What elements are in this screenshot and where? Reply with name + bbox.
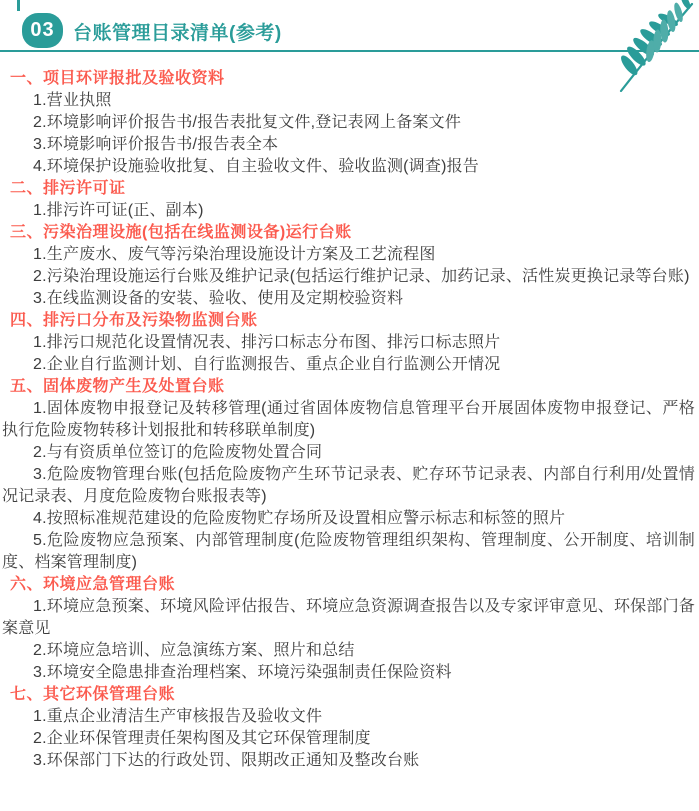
- section-4: [2, 310, 695, 376]
- list-item: 3.在线监测设备的安装、验收、使用及定期校验资料: [33, 290, 404, 307]
- list-item: 2.环境应急培训、应急演练方案、照片和总结: [33, 642, 355, 659]
- section-number-badge: 03: [22, 13, 63, 48]
- list-item: 1.环境应急预案、环境风险评估报告、环境应急资源调查报告以及专家评审意见、环保部门备案意见: [2, 598, 695, 637]
- list-item: 4.按照标准规范建设的危险废物贮存场所及设置相应警示标志和标签的照片: [33, 510, 566, 527]
- leaf-branch-icon: [609, 0, 697, 92]
- list-item: 5.危险废物应急预案、内部管理制度(危险废物管理组织架构、管理制度、公开制度、培训制度、档案管理制度): [2, 532, 695, 571]
- section-heading: 七、其它环保管理台账: [10, 686, 176, 703]
- list-item: 3.环境安全隐患排查治理档案、环境污染强制责任保险资料: [33, 664, 452, 681]
- page-header: [0, 0, 699, 52]
- list-item: 2.环境影响评价报告书/报告表批复文件,登记表网上备案文件: [33, 114, 462, 131]
- checklist: [0, 68, 699, 772]
- list-item: 2.企业环保管理责任架构图及其它环保管理制度: [33, 730, 371, 747]
- section-7: [2, 684, 695, 772]
- list-item: 1.排污口规范化设置情况表、排污口标志分布图、排污口标志照片: [33, 334, 501, 351]
- list-item: 1.重点企业清洁生产审核报告及验收文件: [33, 708, 323, 725]
- section-3: [2, 222, 695, 310]
- list-item: 3.危险废物管理台账(包括危险废物产生环节记录表、贮存环节记录表、内部自行利用/处置情况记录表、月度危险废物台账报表等): [2, 466, 695, 505]
- section-heading: 四、排污口分布及污染物监测台账: [10, 312, 258, 329]
- section-1: [2, 68, 695, 178]
- section-5: [2, 376, 695, 574]
- section-2: [2, 178, 695, 222]
- list-item: 4.环境保护设施验收批复、自主验收文件、验收监测(调查)报告: [33, 158, 480, 175]
- section-heading: 二、排污许可证: [10, 180, 126, 197]
- list-item: 2.企业自行监测计划、自行监测报告、重点企业自行监测公开情况: [33, 356, 501, 373]
- section-heading: 三、污染治理设施(包括在线监测设备)运行台账: [10, 224, 352, 241]
- list-item: 2.与有资质单位签订的危险废物处置合同: [33, 444, 323, 461]
- list-item: 3.环保部门下达的行政处罚、限期改正通知及整改台账: [33, 752, 420, 769]
- section-heading: 五、固体废物产生及处置台账: [10, 378, 225, 395]
- list-item: 3.环境影响评价报告书/报告表全本: [33, 136, 279, 153]
- list-item: 2.污染治理设施运行台账及维护记录(包括运行维护记录、加药记录、活性炭更换记录等台账): [33, 268, 690, 285]
- decorative-tick: [17, 0, 20, 11]
- list-item: 1.排污许可证(正、副本): [33, 202, 204, 219]
- list-item: 1.营业执照: [33, 92, 112, 109]
- list-item: 1.生产废水、废气等污染治理设施设计方案及工艺流程图: [33, 246, 436, 263]
- section-heading: 六、环境应急管理台账: [10, 576, 176, 593]
- section-6: [2, 574, 695, 684]
- page-title: 台账管理目录清单(参考): [73, 23, 282, 44]
- header-divider: [0, 50, 699, 52]
- list-item: 1.固体废物申报登记及转移管理(通过省固体废物信息管理平台开展固体废物申报登记、严格执行危险废物转移计划报批和转移联单制度): [2, 400, 695, 439]
- section-heading: 一、项目环评报批及验收资料: [10, 70, 225, 87]
